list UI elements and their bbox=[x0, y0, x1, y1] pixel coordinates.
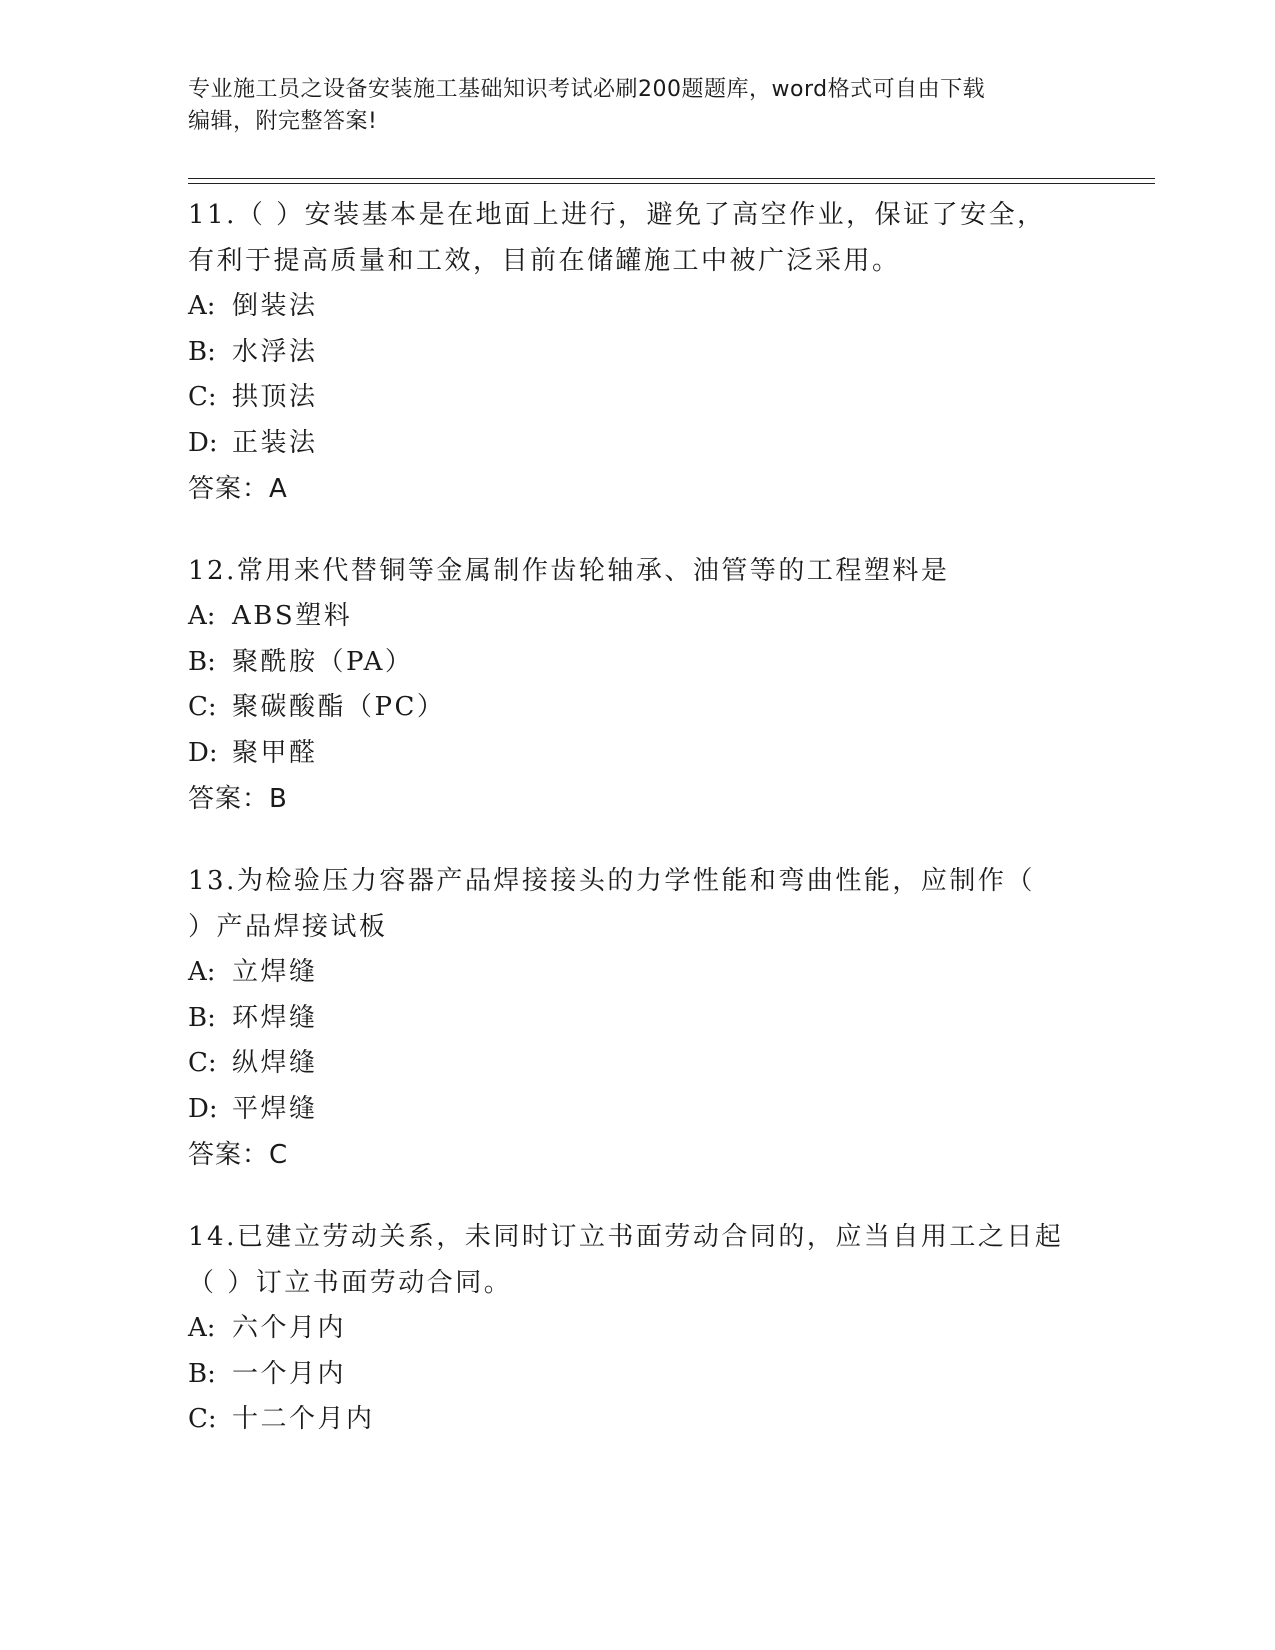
header-rule-top bbox=[188, 178, 1155, 179]
option-letter: A: bbox=[188, 291, 216, 321]
option-text: 纵焊缝 bbox=[232, 1048, 318, 1078]
option-text: 水浮法 bbox=[232, 336, 318, 367]
option-c bbox=[188, 685, 1088, 731]
option-letter: C: bbox=[188, 382, 217, 412]
option-letter: D: bbox=[188, 1093, 218, 1124]
option-text: 立焊缝 bbox=[232, 957, 318, 987]
option-letter: C: bbox=[188, 1404, 217, 1434]
question-text: ）产品焊接试板 bbox=[188, 912, 388, 942]
option-b bbox=[188, 1352, 1088, 1398]
option-text: 平焊缝 bbox=[232, 1093, 318, 1124]
header-line-1: 专业施工员之设备安装施工基础知识考试必刷200题题库，word格式可自由下载 bbox=[188, 77, 986, 102]
option-d bbox=[188, 1087, 1088, 1133]
question-text: （ ）订立书面劳动合同。 bbox=[188, 1268, 513, 1298]
question-11 bbox=[188, 192, 1088, 512]
option-text: 正装法 bbox=[232, 427, 318, 458]
option-letter: D: bbox=[188, 427, 218, 458]
option-letter: B: bbox=[188, 1002, 216, 1033]
option-letter: B: bbox=[188, 1358, 216, 1389]
option-letter: B: bbox=[188, 336, 216, 367]
option-letter: A: bbox=[188, 601, 216, 631]
question-text: 有利于提高质量和工效，目前在储罐施工中被广泛采用。 bbox=[188, 246, 901, 276]
question-12 bbox=[188, 548, 1088, 822]
option-b bbox=[188, 996, 1088, 1042]
option-letter: A: bbox=[188, 957, 216, 987]
question-text: 13.为检验压力容器产品焊接接头的力学性能和弯曲性能，应制作（ bbox=[188, 866, 1035, 896]
answer-label: 答案：A bbox=[188, 474, 288, 504]
question-text: 14.已建立劳动关系，未同时订立书面劳动合同的，应当自用工之日起 bbox=[188, 1222, 1064, 1252]
header-line-2: 编辑，附完整答案! bbox=[188, 109, 378, 134]
option-text: 环焊缝 bbox=[232, 1002, 318, 1033]
option-c bbox=[188, 1397, 1088, 1443]
question-14 bbox=[188, 1214, 1088, 1443]
header-rule-bottom bbox=[188, 183, 1155, 184]
option-text: 聚酰胺（PA） bbox=[232, 646, 414, 677]
option-a bbox=[188, 594, 1088, 640]
question-13 bbox=[188, 858, 1088, 1178]
option-a bbox=[188, 950, 1088, 996]
option-b bbox=[188, 330, 1088, 376]
question-text: 11.（ ）安装基本是在地面上进行，避免了高空作业，保证了安全， bbox=[188, 200, 1046, 230]
option-a bbox=[188, 284, 1088, 330]
option-c bbox=[188, 1041, 1088, 1087]
question-list bbox=[188, 192, 1088, 1479]
option-text: 倒装法 bbox=[232, 291, 318, 321]
option-text: 拱顶法 bbox=[232, 382, 318, 412]
answer-label: 答案：C bbox=[188, 1140, 289, 1170]
option-letter: B: bbox=[188, 646, 216, 677]
option-text: 聚碳酸酯（PC） bbox=[232, 692, 446, 722]
option-text: 六个月内 bbox=[232, 1313, 347, 1343]
document-header bbox=[188, 74, 1088, 138]
option-text: 十二个月内 bbox=[232, 1404, 375, 1434]
question-text: 12.常用来代替铜等金属制作齿轮轴承、油管等的工程塑料是 bbox=[188, 556, 950, 586]
answer-label: 答案：B bbox=[188, 784, 288, 814]
option-d bbox=[188, 731, 1088, 777]
option-text: 一个月内 bbox=[232, 1358, 347, 1389]
option-letter: D: bbox=[188, 737, 218, 768]
option-a bbox=[188, 1306, 1088, 1352]
option-d bbox=[188, 421, 1088, 467]
option-c bbox=[188, 375, 1088, 421]
option-b bbox=[188, 640, 1088, 686]
option-letter: C: bbox=[188, 1048, 217, 1078]
option-letter: A: bbox=[188, 1313, 216, 1343]
option-letter: C: bbox=[188, 692, 217, 722]
option-text: ABS塑料 bbox=[232, 601, 353, 631]
option-text: 聚甲醛 bbox=[232, 737, 318, 768]
